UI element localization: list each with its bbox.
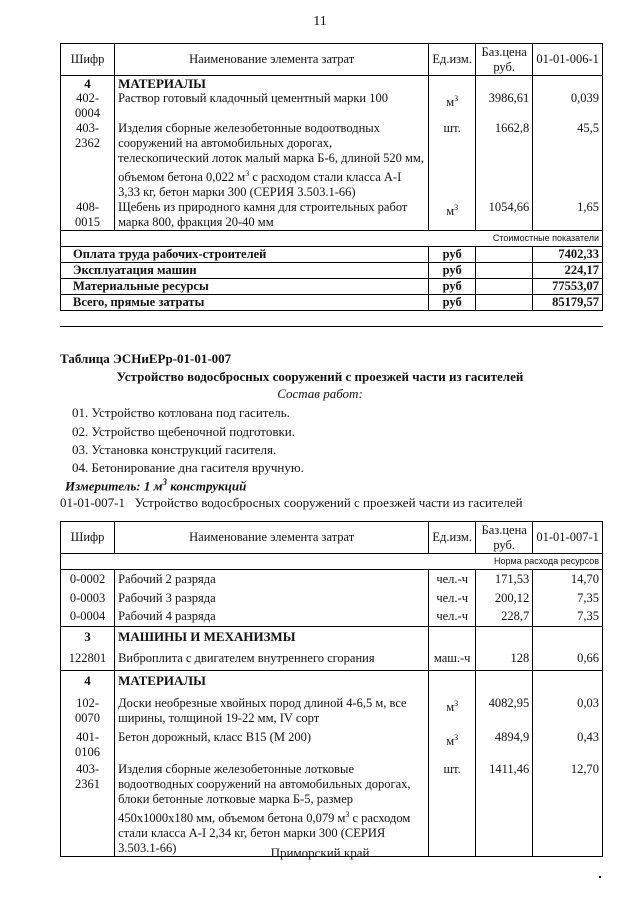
col-price-header: Баз.цена руб. <box>476 44 533 76</box>
row-unit: шт. <box>429 121 476 200</box>
row-code: 403-2361 <box>61 760 115 857</box>
total-row <box>61 279 603 295</box>
row-unit: $м^3$ <box>429 690 476 726</box>
row-price: 171,53 <box>476 570 533 589</box>
row-code: 403-2362 <box>61 121 115 200</box>
table-row <box>61 121 603 200</box>
row-price: 128 <box>476 647 533 671</box>
row-name: Щебень из природного камня для строительных работ марка 800, фракция 20-40 мм <box>115 200 429 231</box>
separator-line <box>60 326 603 327</box>
row-name: Виброплита с двигателем внутреннего сгорания <box>115 647 429 671</box>
table-subtitle: Устройство водосбросных сооружений с проезжей части из гасителей <box>116 369 524 384</box>
row-code: 0-0002 <box>61 570 115 589</box>
row-price: 4894,9 <box>476 726 533 760</box>
row-qty: 14,70 <box>533 570 603 589</box>
row-name: Рабочий 3 разряда <box>115 589 429 608</box>
row-name: Изделия сборные железобетонные лотковые водоотводных сооружений на автомобильных дорогах, блоки бетонные лотковые марка Б-5, размер 450х1000х180 мм, объемом бетона 0,079 $м^3$ с расходом стали класса А-I 2,34 кг, бетон марки 300 (СЕРИЯ 3.503.1-66) <box>115 760 429 857</box>
col-norm-header: 01-01-006-1 <box>533 44 603 76</box>
work-item: 04. Бетонирование дна гасителя вручную. <box>72 460 304 475</box>
section-title: МАТЕРИАЛЫ <box>115 671 429 690</box>
row-code: 102-0070 <box>61 690 115 726</box>
row-code: 0-0004 <box>61 608 115 627</box>
row-name: Изделия сборные железобетонные водоотводных сооружений на автомобильных дорогах, телескопический лоток малый марка Б-6, длиной 520 мм, объемом бетона 0,022 $м^3$ с расходом стали класса А-I 3,33 кг, бетон марки 300 (СЕРИЯ 3.503.1-66) <box>115 121 429 200</box>
table-row <box>61 760 603 857</box>
row-unit: чел.-ч <box>429 608 476 627</box>
total-label: Оплата труда рабочих-строителей <box>61 247 429 263</box>
row-code: 408-0015 <box>61 200 115 231</box>
table-row <box>61 200 603 231</box>
table-row <box>61 589 603 608</box>
table-header-row <box>61 522 603 554</box>
total-row <box>61 247 603 263</box>
row-qty: 0,03 <box>533 690 603 726</box>
row-price: 1054,66 <box>476 200 533 231</box>
table-row <box>61 647 603 671</box>
row-code: 402-0004 <box>61 91 115 121</box>
total-row <box>61 263 603 279</box>
section-row-materials <box>61 76 603 92</box>
row-price: 1662,8 <box>476 121 533 200</box>
row-code: 122801 <box>61 647 115 671</box>
row-code: 401-0106 <box>61 726 115 760</box>
total-value: 77553,07 <box>533 279 603 295</box>
row-unit: маш.-ч <box>429 647 476 671</box>
col-norm-header: 01-01-007-1 <box>533 522 603 554</box>
table-title: Таблица ЭСНиЕРр-01-01-007 <box>60 351 232 366</box>
row-price: 3986,61 <box>476 91 533 121</box>
total-label: Материальные ресурсы <box>61 279 429 295</box>
bottom-resource-table <box>60 521 603 857</box>
row-name: Рабочий 2 разряда <box>115 570 429 589</box>
row-qty: 0,039 <box>533 91 603 121</box>
table-header-row <box>61 44 603 76</box>
item-line: 01-01-007-1 Устройство водосбросных сооружений с проезжей части из гасителей <box>60 495 523 510</box>
section-title: МАШИНЫ И МЕХАНИЗМЫ <box>115 627 429 647</box>
row-unit: шт. <box>429 760 476 857</box>
page-number: 11 <box>313 14 327 29</box>
total-value: 85179,57 <box>533 295 603 311</box>
row-qty: 7,35 <box>533 608 603 627</box>
table-row <box>61 570 603 589</box>
col-name-header: Наименование элемента затрат <box>115 522 429 554</box>
col-code-header: Шифр <box>61 522 115 554</box>
row-unit: $м^3$ <box>429 91 476 121</box>
table-row <box>61 91 603 121</box>
row-name: Доски необрезные хвойных пород длиной 4-6,5 м, все ширины, толщиной 19-22 мм, IV сорт <box>115 690 429 726</box>
col-price-header: Баз.цена руб. <box>476 522 533 554</box>
col-unit-header: Ед.изм. <box>429 44 476 76</box>
total-label: Всего, прямые затраты <box>61 295 429 311</box>
row-price: 1411,46 <box>476 760 533 857</box>
row-unit: чел.-ч <box>429 589 476 608</box>
total-value: 224,17 <box>533 263 603 279</box>
table-row <box>61 726 603 760</box>
section-number: 3 <box>61 627 115 647</box>
total-unit: руб <box>429 263 476 279</box>
row-price: 228,7 <box>476 608 533 627</box>
total-unit: руб <box>429 247 476 263</box>
row-price: 200,12 <box>476 589 533 608</box>
norm-band <box>61 554 603 570</box>
row-unit: $м^3$ <box>429 726 476 760</box>
row-qty: 7,35 <box>533 589 603 608</box>
band-label: Норма расхода ресурсов <box>61 554 603 570</box>
row-price: 4082,95 <box>476 690 533 726</box>
row-qty: 0,66 <box>533 647 603 671</box>
row-name: Бетон дорожный, класс В15 (М 200) <box>115 726 429 760</box>
row-qty: 12,70 <box>533 760 603 857</box>
section-number: 4 <box>61 76 115 92</box>
row-unit: чел.-ч <box>429 570 476 589</box>
row-name: Раствор готовый кладочный цементный марки 100 <box>115 91 429 121</box>
section-row-machines <box>61 627 603 647</box>
col-name-header: Наименование элемента затрат <box>115 44 429 76</box>
total-label: Эксплуатация машин <box>61 263 429 279</box>
section-number: 4 <box>61 671 115 690</box>
total-value: 7402,33 <box>533 247 603 263</box>
scan-dot <box>599 876 601 878</box>
table-row <box>61 690 603 726</box>
row-code: 0-0003 <box>61 589 115 608</box>
work-item: 03. Установка конструкций гасителя. <box>72 442 277 457</box>
measure-unit: Измеритель: 1 $м^3$ конструкций <box>65 477 247 494</box>
top-resource-table <box>60 43 603 311</box>
row-qty: 1,65 <box>533 200 603 231</box>
total-row <box>61 295 603 311</box>
table-row <box>61 608 603 627</box>
row-qty: 0,43 <box>533 726 603 760</box>
row-name: Рабочий 4 разряда <box>115 608 429 627</box>
section-row-materials <box>61 671 603 690</box>
cost-indicators-band <box>61 231 603 247</box>
composition-label: Состав работ: <box>277 386 363 401</box>
band-label: Стоимостные показатели <box>61 231 603 247</box>
footer-region: Приморский край <box>270 845 370 860</box>
work-item: 01. Устройство котлована под гаситель. <box>72 405 290 420</box>
total-unit: руб <box>429 295 476 311</box>
total-unit: руб <box>429 279 476 295</box>
row-qty: 45,5 <box>533 121 603 200</box>
section-title: МАТЕРИАЛЫ <box>115 76 429 92</box>
col-unit-header: Ед.изм. <box>429 522 476 554</box>
col-code-header: Шифр <box>61 44 115 76</box>
work-item: 02. Устройство щебеночной подготовки. <box>72 424 295 439</box>
row-unit: $м^3$ <box>429 200 476 231</box>
